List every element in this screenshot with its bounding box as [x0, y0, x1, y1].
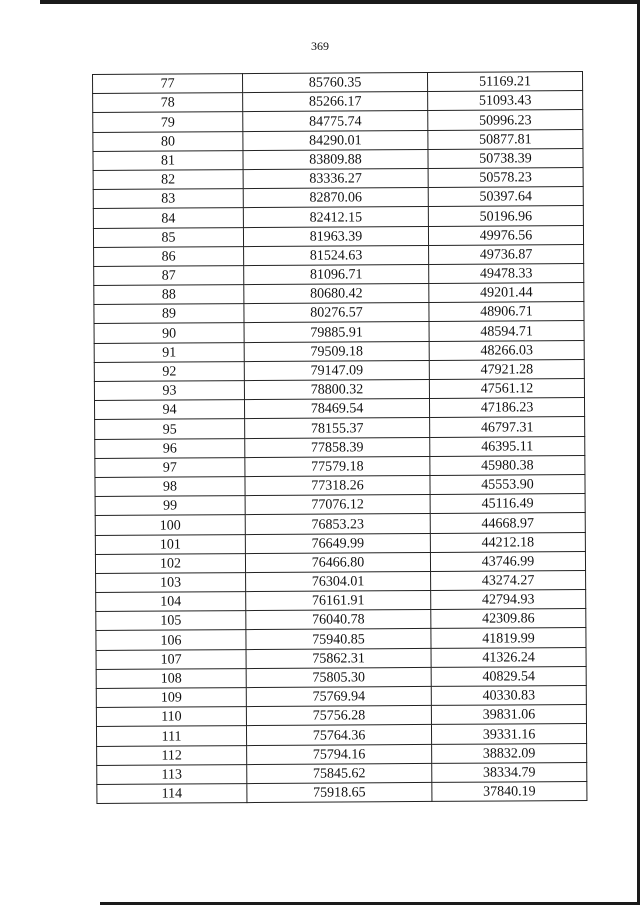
row-index-cell: 93	[94, 381, 244, 401]
table-row	[97, 781, 587, 803]
value-2-cell: 50738.39	[428, 148, 583, 168]
table-row	[94, 378, 584, 400]
value-2-cell: 49736.87	[429, 244, 584, 264]
value-2-cell: 40829.54	[431, 666, 586, 686]
value-1-cell: 75862.31	[246, 648, 431, 668]
value-2-cell: 40330.83	[431, 685, 586, 705]
table-row	[97, 762, 587, 784]
row-index-cell: 101	[95, 534, 245, 554]
table-row	[95, 532, 585, 554]
row-index-cell: 90	[94, 323, 244, 343]
value-2-cell: 46395.11	[430, 436, 585, 456]
value-2-cell: 47186.23	[429, 398, 584, 418]
value-1-cell: 78800.32	[244, 379, 429, 399]
value-2-cell: 41819.99	[431, 628, 586, 648]
value-1-cell: 85266.17	[243, 92, 428, 112]
value-2-cell: 49201.44	[429, 283, 584, 303]
row-index-cell: 87	[94, 265, 244, 285]
row-index-cell: 111	[96, 726, 246, 746]
row-index-cell: 88	[94, 285, 244, 305]
table-row	[95, 474, 585, 496]
value-2-cell: 43746.99	[430, 551, 585, 571]
row-index-cell: 91	[94, 342, 244, 362]
value-1-cell: 76853.23	[245, 514, 430, 534]
value-1-cell: 77318.26	[245, 475, 430, 495]
value-1-cell: 75764.36	[246, 725, 431, 745]
value-2-cell: 41326.24	[431, 647, 586, 667]
value-2-cell: 37840.19	[432, 781, 587, 801]
value-2-cell: 49478.33	[429, 263, 584, 283]
table-row	[93, 225, 583, 247]
table-row	[96, 609, 586, 631]
value-2-cell: 44668.97	[430, 513, 585, 533]
value-2-cell: 50578.23	[428, 167, 583, 187]
value-1-cell: 80680.42	[244, 284, 429, 304]
table-row	[96, 705, 586, 727]
value-1-cell: 82870.06	[243, 188, 428, 208]
row-index-cell: 92	[94, 361, 244, 381]
table-row	[93, 110, 583, 132]
value-1-cell: 76304.01	[246, 571, 431, 591]
table-row	[96, 628, 586, 650]
value-1-cell: 75794.16	[247, 744, 432, 764]
table-row	[94, 359, 584, 381]
row-index-cell: 103	[96, 572, 246, 592]
value-1-cell: 77858.39	[245, 437, 430, 457]
value-2-cell: 48266.03	[429, 340, 584, 360]
value-1-cell: 81096.71	[244, 264, 429, 284]
value-2-cell: 51169.21	[427, 72, 582, 92]
value-2-cell: 38832.09	[432, 743, 587, 763]
table-row	[96, 685, 586, 707]
value-1-cell: 84775.74	[243, 111, 428, 131]
table-row	[94, 321, 584, 343]
value-1-cell: 78469.54	[244, 399, 429, 419]
value-2-cell: 45116.49	[430, 494, 585, 514]
value-1-cell: 79509.18	[244, 341, 429, 361]
row-index-cell: 109	[96, 688, 246, 708]
row-index-cell: 107	[96, 649, 246, 669]
value-2-cell: 44212.18	[430, 532, 585, 552]
table-row	[96, 666, 586, 688]
row-index-cell: 85	[93, 227, 243, 247]
value-2-cell: 39831.06	[431, 705, 586, 725]
table-row	[93, 91, 583, 113]
table-row	[96, 724, 586, 746]
table-row	[95, 513, 585, 535]
value-1-cell: 78155.37	[245, 418, 430, 438]
table-row	[97, 743, 587, 765]
table-body	[93, 72, 587, 804]
value-1-cell: 79147.09	[244, 360, 429, 380]
row-index-cell: 94	[94, 400, 244, 420]
table-row	[95, 551, 585, 573]
value-2-cell: 39331.16	[431, 724, 586, 744]
value-1-cell: 77076.12	[245, 495, 430, 515]
value-1-cell: 75940.85	[246, 629, 431, 649]
value-2-cell: 47921.28	[429, 359, 584, 379]
row-index-cell: 112	[97, 745, 247, 765]
table-row	[93, 129, 583, 151]
value-1-cell: 76649.99	[245, 533, 430, 553]
data-table-container	[92, 71, 586, 804]
value-2-cell: 51093.43	[428, 91, 583, 111]
row-index-cell: 104	[96, 592, 246, 612]
value-1-cell: 75845.62	[247, 763, 432, 783]
row-index-cell: 77	[93, 74, 243, 94]
table-row	[95, 494, 585, 516]
table-row	[93, 72, 583, 94]
table-row	[93, 206, 583, 228]
value-2-cell: 49976.56	[428, 225, 583, 245]
value-2-cell: 48906.71	[429, 302, 584, 322]
value-1-cell: 82412.15	[243, 207, 428, 227]
row-index-cell: 102	[95, 553, 245, 573]
value-2-cell: 45980.38	[430, 455, 585, 475]
value-1-cell: 79885.91	[244, 322, 429, 342]
value-2-cell: 50397.64	[428, 187, 583, 207]
row-index-cell: 114	[97, 784, 247, 804]
value-2-cell: 45553.90	[430, 474, 585, 494]
value-1-cell: 81524.63	[244, 245, 429, 265]
table-row	[96, 647, 586, 669]
row-index-cell: 95	[95, 419, 245, 439]
table-row	[94, 283, 584, 305]
value-1-cell: 75805.30	[246, 667, 431, 687]
row-index-cell: 98	[95, 477, 245, 497]
table-row	[93, 187, 583, 209]
value-1-cell: 75769.94	[246, 686, 431, 706]
row-index-cell: 89	[94, 304, 244, 324]
value-2-cell: 50196.96	[428, 206, 583, 226]
row-index-cell: 82	[93, 170, 243, 190]
table-row	[94, 340, 584, 362]
row-index-cell: 78	[93, 93, 243, 113]
value-2-cell: 46797.31	[430, 417, 585, 437]
row-index-cell: 80	[93, 131, 243, 151]
value-2-cell: 43274.27	[431, 570, 586, 590]
table-row	[94, 398, 584, 420]
table-row	[93, 167, 583, 189]
value-1-cell: 83809.88	[243, 149, 428, 169]
row-index-cell: 108	[96, 668, 246, 688]
value-1-cell: 84290.01	[243, 130, 428, 150]
table-row	[95, 417, 585, 439]
value-1-cell: 81963.39	[243, 226, 428, 246]
table-row	[94, 302, 584, 324]
table-row	[96, 590, 586, 612]
value-2-cell: 50996.23	[428, 110, 583, 130]
table-row	[96, 570, 586, 592]
value-2-cell: 42794.93	[431, 590, 586, 610]
value-1-cell: 76466.80	[245, 552, 430, 572]
scan-border-top	[40, 0, 640, 4]
table-row	[95, 455, 585, 477]
data-table	[92, 71, 587, 804]
row-index-cell: 100	[95, 515, 245, 535]
row-index-cell: 106	[96, 630, 246, 650]
table-row	[94, 263, 584, 285]
row-index-cell: 110	[96, 707, 246, 727]
value-1-cell: 75756.28	[246, 706, 431, 726]
value-1-cell: 75918.65	[247, 782, 432, 802]
value-1-cell: 77579.18	[245, 456, 430, 476]
row-index-cell: 99	[95, 496, 245, 516]
table-row	[95, 436, 585, 458]
row-index-cell: 86	[94, 246, 244, 266]
row-index-cell: 84	[93, 208, 243, 228]
row-index-cell: 97	[95, 457, 245, 477]
value-2-cell: 38334.79	[432, 762, 587, 782]
value-2-cell: 50877.81	[428, 129, 583, 149]
value-2-cell: 48594.71	[429, 321, 584, 341]
row-index-cell: 105	[96, 611, 246, 631]
row-index-cell: 79	[93, 112, 243, 132]
value-2-cell: 47561.12	[429, 378, 584, 398]
row-index-cell: 83	[93, 189, 243, 209]
value-2-cell: 42309.86	[431, 609, 586, 629]
value-1-cell: 76161.91	[246, 591, 431, 611]
value-1-cell: 76040.78	[246, 610, 431, 630]
value-1-cell: 85760.35	[243, 72, 428, 92]
value-1-cell: 83336.27	[243, 168, 428, 188]
row-index-cell: 113	[97, 764, 247, 784]
table-row	[94, 244, 584, 266]
row-index-cell: 96	[95, 438, 245, 458]
page-number: 369	[311, 39, 329, 53]
row-index-cell: 81	[93, 150, 243, 170]
value-1-cell: 80276.57	[244, 303, 429, 323]
table-row	[93, 148, 583, 170]
